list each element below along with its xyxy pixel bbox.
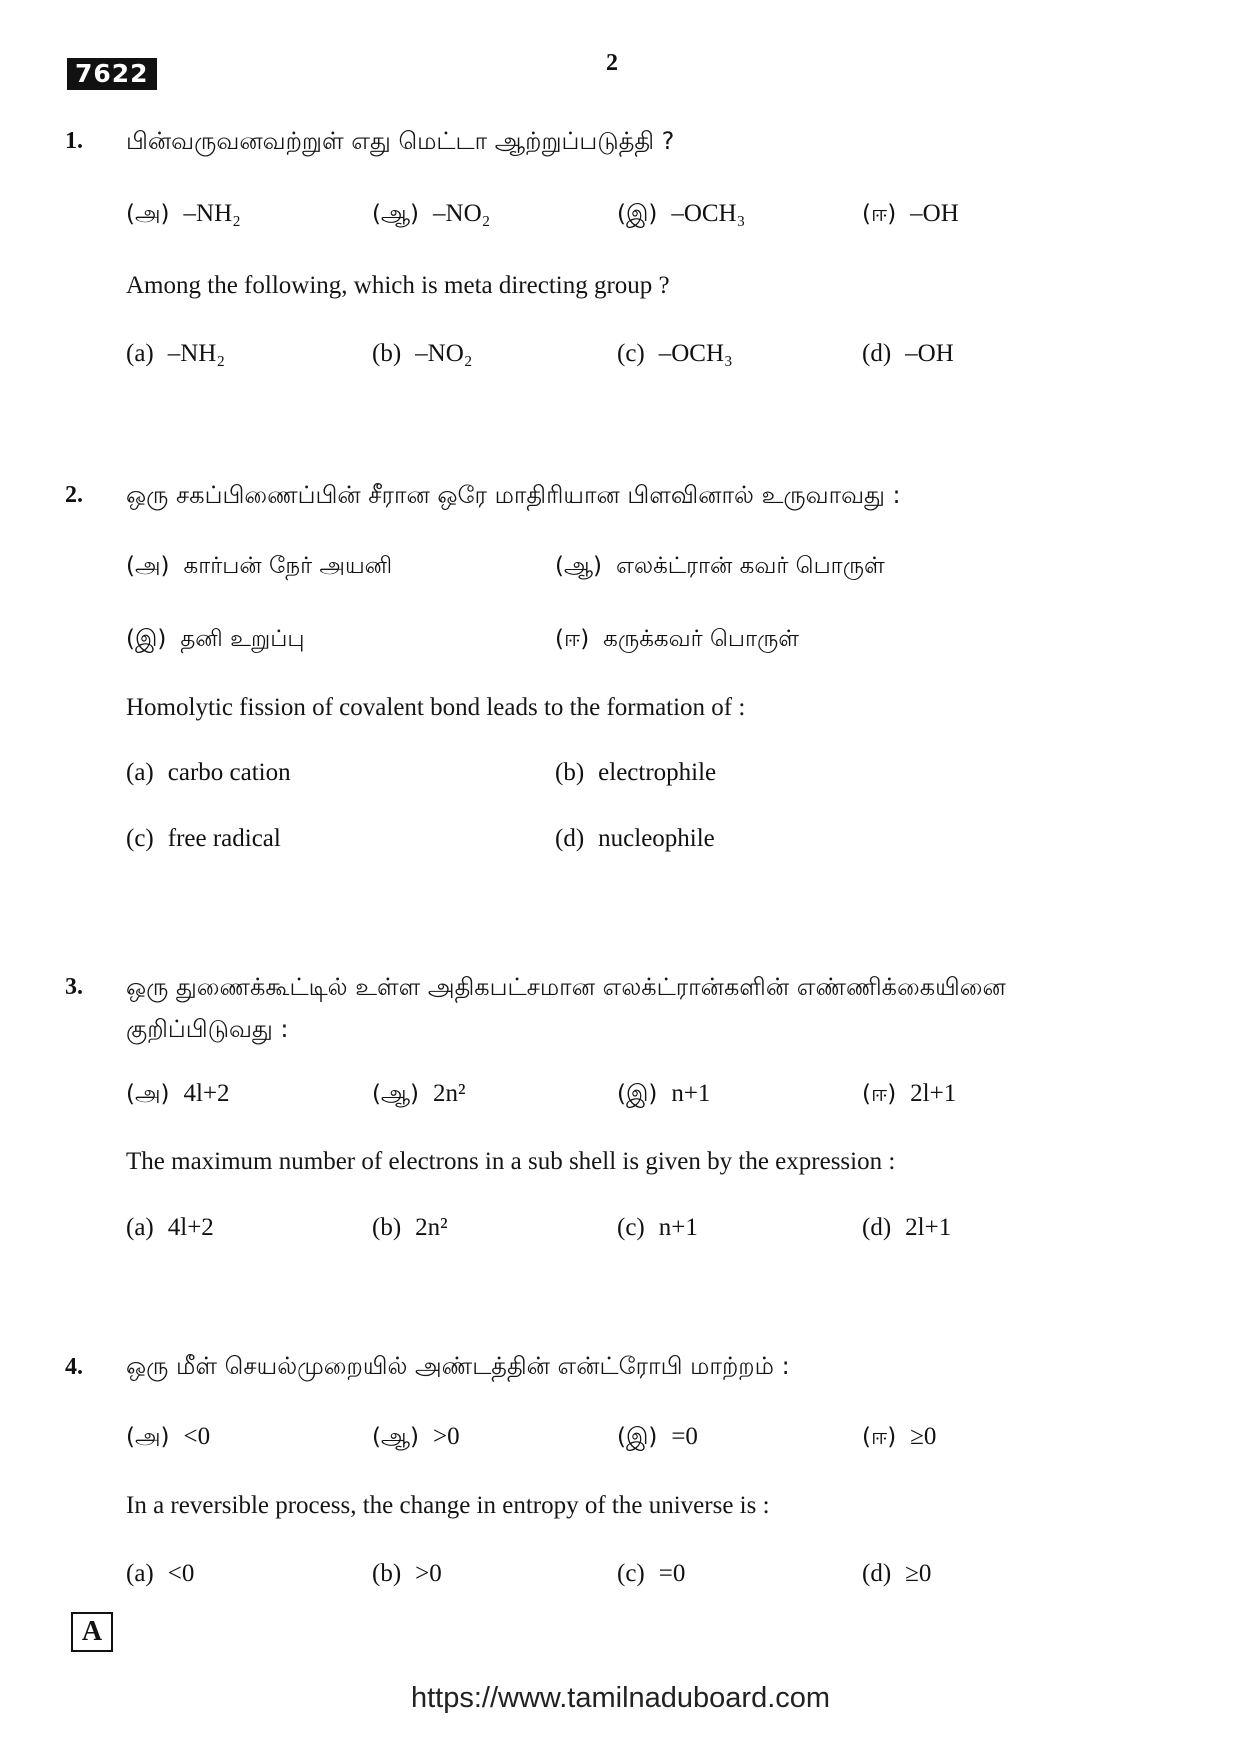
question-3-options-en <box>0 1214 1241 1254</box>
question-4-options-en <box>0 1560 1241 1600</box>
option <box>862 1080 956 1110</box>
option <box>126 1214 214 1242</box>
option <box>372 340 472 368</box>
option-value: எலக்ட்ரான் கவர் பொருள் <box>616 553 885 579</box>
option-value: n+1 <box>671 1080 711 1107</box>
option-value: –NO₂ <box>433 200 491 227</box>
option-value: –NH₂ <box>167 340 226 367</box>
option <box>617 200 745 230</box>
option-label: (ஆ) <box>372 201 420 227</box>
option-label: (இ) <box>617 201 658 227</box>
option-label: (b) <box>555 759 585 786</box>
option-label: (ஈ) <box>862 1081 897 1107</box>
paper-code-badge: 7622 <box>67 58 157 90</box>
option <box>862 1214 951 1242</box>
option <box>862 1423 936 1453</box>
option <box>372 1080 466 1110</box>
option-label: (அ) <box>126 1081 170 1107</box>
option-value: electrophile <box>598 759 717 786</box>
option <box>555 759 716 787</box>
question-1-options-ta <box>0 200 1241 240</box>
option <box>617 1560 685 1588</box>
option <box>617 1214 698 1242</box>
option-label: (a) <box>126 340 154 367</box>
option-value: –OCH₃ <box>658 340 733 367</box>
question-2-options-ta-row1 <box>0 552 1241 592</box>
option-label: (a) <box>126 1560 154 1587</box>
option-label: (ஆ) <box>372 1424 420 1450</box>
question-2-options-en-row2 <box>0 825 1241 865</box>
option-label: (c) <box>617 1214 645 1241</box>
option <box>862 1560 931 1588</box>
option-label: (c) <box>617 340 645 367</box>
option-label: (ஆ) <box>372 1081 420 1107</box>
question-4-stem-en: In a reversible process, the change in entropy of the universe is : <box>126 1492 770 1519</box>
option-label: (c) <box>617 1560 645 1587</box>
section-letter-box: A <box>71 1612 113 1652</box>
option <box>372 1214 448 1242</box>
option-value: கருக்கவர் பொருள் <box>603 626 800 652</box>
question-3-stem-en: The maximum number of electrons in a sub shell is given by the expression : <box>126 1148 896 1175</box>
option-value: ≥0 <box>910 1423 937 1450</box>
option-label: (b) <box>372 340 402 367</box>
option <box>126 1423 210 1453</box>
option-label: (d) <box>862 1214 892 1241</box>
question-2-stem-en: Homolytic fission of covalent bond leads to the formation of : <box>126 694 746 721</box>
option-label: (இ) <box>617 1424 658 1450</box>
option-value: 4l+2 <box>183 1080 230 1107</box>
option <box>372 1560 442 1588</box>
question-2-options-ta-row2 <box>0 625 1241 665</box>
option-label: (இ) <box>126 626 167 652</box>
option-label: (இ) <box>617 1081 658 1107</box>
option-label: (a) <box>126 1214 154 1241</box>
option-value: 4l+2 <box>167 1214 214 1241</box>
question-3-options-ta <box>0 1080 1241 1120</box>
option <box>126 552 392 582</box>
option-value: ≥0 <box>905 1560 932 1587</box>
option-value: nucleophile <box>598 825 715 852</box>
option-label: (d) <box>555 825 585 852</box>
option <box>126 340 225 368</box>
option-value: 2n² <box>433 1080 466 1107</box>
option-value: <0 <box>183 1423 211 1450</box>
option-value: கார்பன் நேர் அயனி <box>183 553 393 579</box>
option <box>555 825 715 853</box>
option-label: (அ) <box>126 201 170 227</box>
option-label: (d) <box>862 340 892 367</box>
option-value: –NO₂ <box>415 340 473 367</box>
option-value: >0 <box>415 1560 442 1587</box>
source-url: https://www.tamilnaduboard.com <box>410 1682 831 1714</box>
option-value: –NH₂ <box>183 200 241 227</box>
option <box>555 552 885 582</box>
option <box>126 200 241 230</box>
option-value: =0 <box>671 1423 698 1450</box>
option-label: (a) <box>126 759 154 786</box>
option <box>617 1080 710 1110</box>
option-value: free radical <box>167 825 281 852</box>
question-1-stem-ta: பின்வருவனவற்றுள் எது மெட்டா ஆற்றுப்படுத்தி ? <box>126 127 675 155</box>
option-value: தனி உறுப்பு <box>180 626 305 652</box>
option <box>617 340 733 368</box>
question-4-options-ta <box>0 1423 1241 1463</box>
question-1-number: 1. <box>65 128 83 154</box>
question-2-stem-ta: ஒரு சகப்பிணைப்பின் சீரான ஒரே மாதிரியான பிளவினால் உருவாவது : <box>126 481 901 509</box>
option <box>126 1560 194 1588</box>
option-value: –OH <box>905 340 954 367</box>
option-label: (d) <box>862 1560 892 1587</box>
option-value: –OCH₃ <box>671 200 746 227</box>
option-label: (அ) <box>126 553 170 579</box>
option <box>372 1423 460 1453</box>
option <box>372 200 490 230</box>
option-label: (b) <box>372 1214 402 1241</box>
option-value: carbo cation <box>167 759 291 786</box>
option-value: –OH <box>910 200 959 227</box>
option-label: (ஆ) <box>555 553 603 579</box>
question-3-stem-ta: ஒரு துணைக்கூட்டில் உள்ள அதிகபட்சமான எலக்ட்ரான்களின் எண்ணிக்கையினை குறிப்பிடுவது : <box>126 973 1006 1043</box>
option <box>126 625 304 655</box>
option-label: (அ) <box>126 1424 170 1450</box>
question-4-number: 4. <box>65 1354 83 1380</box>
question-4-stem-ta: ஒரு மீள் செயல்முறையில் அண்டத்தின் என்ட்ரோபி மாற்றம் : <box>126 1352 790 1380</box>
option <box>555 625 799 655</box>
option <box>126 825 281 853</box>
option-label: (ஈ) <box>862 1424 897 1450</box>
option <box>862 200 959 230</box>
question-2-options-en-row1 <box>0 759 1241 799</box>
option-value: n+1 <box>658 1214 698 1241</box>
option-value: 2l+1 <box>910 1080 957 1107</box>
option-value: <0 <box>167 1560 195 1587</box>
option-label: (ஈ) <box>555 626 590 652</box>
question-1-options-en <box>0 340 1241 380</box>
option-value: =0 <box>658 1560 686 1587</box>
option <box>126 1080 230 1110</box>
question-2-number: 2. <box>65 482 83 508</box>
option-value: >0 <box>433 1423 460 1450</box>
question-3-number: 3. <box>65 974 83 1000</box>
option <box>862 340 954 368</box>
option-value: 2l+1 <box>905 1214 952 1241</box>
question-1-stem-en: Among the following, which is meta directing group ? <box>126 272 670 299</box>
option <box>617 1423 698 1453</box>
option-label: (c) <box>126 825 154 852</box>
option-value: 2n² <box>415 1214 448 1241</box>
page-number: 2 <box>606 50 618 76</box>
option-label: (b) <box>372 1560 402 1587</box>
option <box>126 759 291 787</box>
option-label: (ஈ) <box>862 201 897 227</box>
